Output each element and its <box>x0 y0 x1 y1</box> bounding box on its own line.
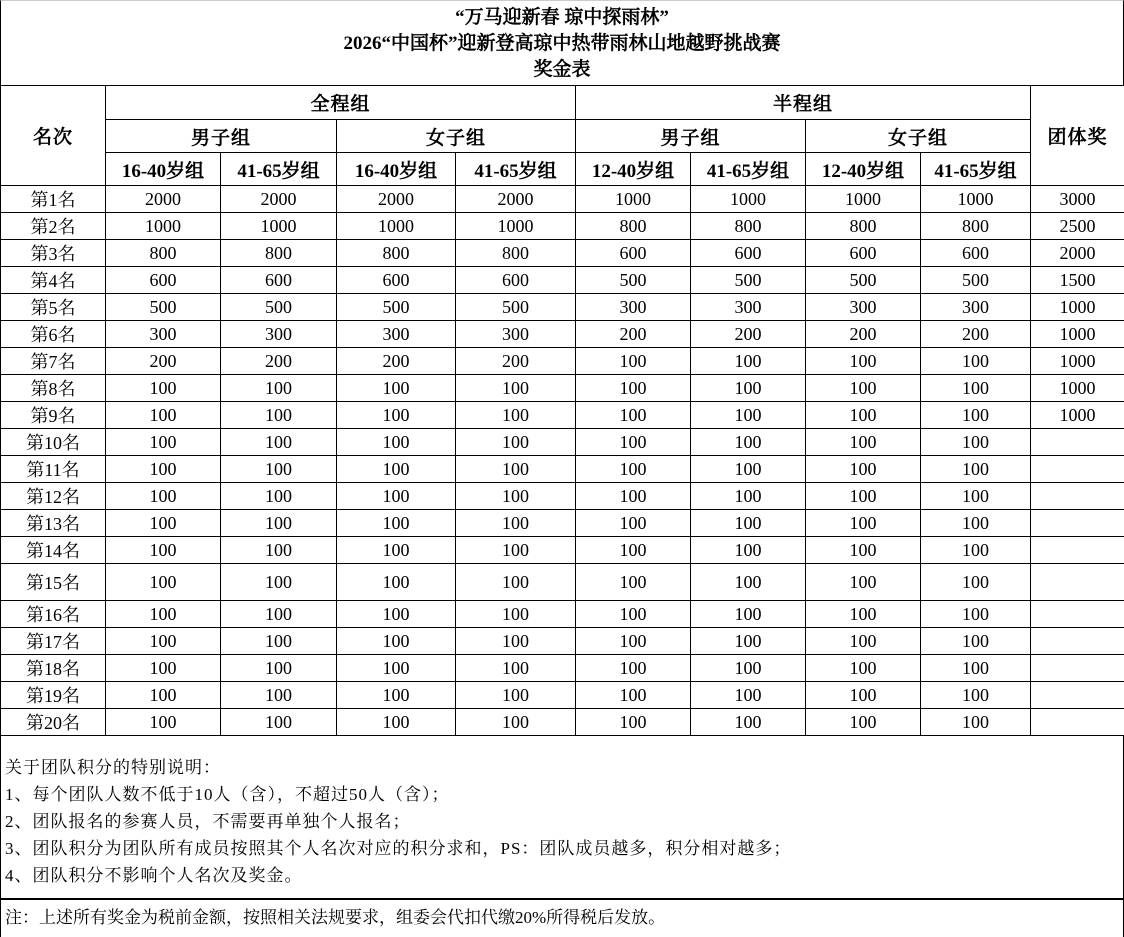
prize-cell: 100 <box>337 537 456 564</box>
prize-cell: 100 <box>921 348 1031 375</box>
prize-cell: 100 <box>921 628 1031 655</box>
prize-cell: 2000 <box>106 186 221 213</box>
prize-cell: 100 <box>106 510 221 537</box>
prize-cell: 500 <box>337 294 456 321</box>
table-row <box>1 213 1124 240</box>
prize-cell: 200 <box>106 348 221 375</box>
prize-cell: 1000 <box>106 213 221 240</box>
title-line-3: 奖金表 <box>1 57 1123 83</box>
table-row <box>1 321 1124 348</box>
prize-cell: 100 <box>456 429 576 456</box>
prize-cell: 100 <box>921 483 1031 510</box>
prize-cell: 100 <box>337 628 456 655</box>
prize-cell: 300 <box>921 294 1031 321</box>
table-row <box>1 601 1124 628</box>
prize-cell: 100 <box>691 537 806 564</box>
prize-cell: 100 <box>456 456 576 483</box>
team-prize-cell <box>1031 456 1124 483</box>
prize-cell: 300 <box>337 321 456 348</box>
prize-cell: 800 <box>921 213 1031 240</box>
prize-cell: 300 <box>806 294 921 321</box>
prize-cell: 100 <box>576 709 691 736</box>
rank-cell: 第3名 <box>1 240 106 267</box>
prize-cell: 100 <box>806 375 921 402</box>
prize-cell: 100 <box>921 510 1031 537</box>
table-row <box>1 240 1124 267</box>
prize-cell: 500 <box>921 267 1031 294</box>
prize-cell: 100 <box>456 402 576 429</box>
note-item: 4、团队积分不影响个人名次及奖金。 <box>5 862 1123 889</box>
prize-cell: 100 <box>456 655 576 682</box>
prize-cell: 200 <box>691 321 806 348</box>
prize-cell: 100 <box>691 375 806 402</box>
prize-cell: 100 <box>221 682 337 709</box>
prize-cell: 100 <box>576 375 691 402</box>
rank-cell: 第11名 <box>1 456 106 483</box>
prize-cell: 600 <box>221 267 337 294</box>
rank-cell: 第17名 <box>1 628 106 655</box>
prize-cell: 100 <box>221 429 337 456</box>
prize-cell: 100 <box>691 564 806 601</box>
team-prize-cell <box>1031 682 1124 709</box>
prize-cell: 600 <box>576 240 691 267</box>
rank-cell: 第18名 <box>1 655 106 682</box>
rank-cell: 第2名 <box>1 213 106 240</box>
prize-cell: 200 <box>921 321 1031 348</box>
header-full-male: 男子组 <box>106 120 337 153</box>
prize-cell: 100 <box>106 537 221 564</box>
prize-cell: 100 <box>691 655 806 682</box>
header-age-group: 12-40岁组 <box>576 153 691 186</box>
prize-cell: 100 <box>337 601 456 628</box>
table-row <box>1 655 1124 682</box>
prize-cell: 800 <box>576 213 691 240</box>
team-prize-cell: 2500 <box>1031 213 1124 240</box>
prize-cell: 100 <box>106 655 221 682</box>
note-item: 3、团队积分为团队所有成员按照其个人名次对应的积分求和，PS：团队成员越多，积分相对越多； <box>5 835 1123 862</box>
team-prize-cell: 3000 <box>1031 186 1124 213</box>
prize-cell: 100 <box>691 682 806 709</box>
prize-cell: 800 <box>106 240 221 267</box>
prize-cell: 500 <box>106 294 221 321</box>
table-row <box>1 456 1124 483</box>
prize-cell: 600 <box>106 267 221 294</box>
prize-cell: 100 <box>921 375 1031 402</box>
table-row <box>1 402 1124 429</box>
rank-cell: 第12名 <box>1 483 106 510</box>
team-prize-cell <box>1031 655 1124 682</box>
prize-cell: 100 <box>576 348 691 375</box>
prize-cell: 100 <box>576 483 691 510</box>
team-prize-cell: 1000 <box>1031 321 1124 348</box>
prize-cell: 300 <box>106 321 221 348</box>
prize-cell: 100 <box>921 429 1031 456</box>
prize-cell: 100 <box>106 601 221 628</box>
prize-cell: 100 <box>691 510 806 537</box>
prize-cell: 1000 <box>806 186 921 213</box>
prize-cell: 100 <box>456 537 576 564</box>
prize-cell: 100 <box>921 682 1031 709</box>
prize-cell: 100 <box>337 510 456 537</box>
prize-cell: 800 <box>221 240 337 267</box>
prize-cell: 100 <box>806 483 921 510</box>
prize-cell: 100 <box>106 375 221 402</box>
rank-cell: 第1名 <box>1 186 106 213</box>
prize-cell: 100 <box>576 601 691 628</box>
prize-cell: 100 <box>576 537 691 564</box>
table-row <box>1 294 1124 321</box>
prize-cell: 100 <box>806 348 921 375</box>
table-row <box>1 267 1124 294</box>
prize-cell: 500 <box>691 267 806 294</box>
team-prize-cell <box>1031 429 1124 456</box>
team-prize-cell: 1000 <box>1031 348 1124 375</box>
prize-cell: 100 <box>921 564 1031 601</box>
header-team-prize: 团体奖 <box>1031 86 1124 186</box>
prize-cell: 100 <box>921 456 1031 483</box>
rank-cell: 第13名 <box>1 510 106 537</box>
prize-table <box>0 85 1124 736</box>
team-prize-cell <box>1031 510 1124 537</box>
prize-cell: 2000 <box>221 186 337 213</box>
rank-cell: 第4名 <box>1 267 106 294</box>
prize-cell: 500 <box>576 267 691 294</box>
prize-cell: 100 <box>691 483 806 510</box>
prize-cell: 800 <box>806 213 921 240</box>
prize-cell: 100 <box>337 709 456 736</box>
rank-cell: 第10名 <box>1 429 106 456</box>
prize-cell: 100 <box>106 682 221 709</box>
prize-cell: 100 <box>921 655 1031 682</box>
table-row <box>1 375 1124 402</box>
title-line-2: 2026“中国杯”迎新登高琼中热带雨林山地越野挑战赛 <box>1 31 1123 57</box>
team-prize-cell <box>1031 709 1124 736</box>
prize-cell: 100 <box>806 655 921 682</box>
rank-cell: 第20名 <box>1 709 106 736</box>
prize-cell: 100 <box>691 628 806 655</box>
prize-cell: 100 <box>921 601 1031 628</box>
prize-cell: 100 <box>456 601 576 628</box>
prize-cell: 100 <box>221 601 337 628</box>
prize-cell: 300 <box>576 294 691 321</box>
prize-cell: 100 <box>806 709 921 736</box>
prize-cell: 100 <box>337 402 456 429</box>
header-rank: 名次 <box>1 86 106 186</box>
prize-cell: 300 <box>221 321 337 348</box>
prize-cell: 200 <box>576 321 691 348</box>
prize-cell: 1000 <box>691 186 806 213</box>
notes-heading: 关于团队积分的特别说明： <box>5 754 1123 781</box>
team-prize-cell: 1000 <box>1031 375 1124 402</box>
team-notes <box>0 736 1124 899</box>
prize-cell: 100 <box>221 564 337 601</box>
header-full-female: 女子组 <box>337 120 576 153</box>
prize-cell: 300 <box>691 294 806 321</box>
rank-cell: 第9名 <box>1 402 106 429</box>
prize-cell: 100 <box>221 375 337 402</box>
prize-cell: 100 <box>691 348 806 375</box>
prize-cell: 100 <box>106 456 221 483</box>
table-row <box>1 510 1124 537</box>
team-prize-cell <box>1031 601 1124 628</box>
prize-cell: 100 <box>337 564 456 601</box>
prize-cell: 800 <box>337 240 456 267</box>
prize-cell: 1000 <box>921 186 1031 213</box>
table-row <box>1 564 1124 601</box>
prize-cell: 100 <box>456 483 576 510</box>
prize-cell: 100 <box>456 510 576 537</box>
prize-cell: 100 <box>806 456 921 483</box>
prize-cell: 1000 <box>576 186 691 213</box>
prize-cell: 100 <box>106 628 221 655</box>
document-title <box>0 0 1124 85</box>
prize-cell: 100 <box>921 402 1031 429</box>
prize-cell: 100 <box>337 483 456 510</box>
prize-cell: 100 <box>576 402 691 429</box>
table-row <box>1 348 1124 375</box>
prize-cell: 600 <box>921 240 1031 267</box>
prize-cell: 100 <box>691 429 806 456</box>
prize-cell: 100 <box>221 709 337 736</box>
prize-cell: 100 <box>921 537 1031 564</box>
rank-cell: 第8名 <box>1 375 106 402</box>
rank-cell: 第6名 <box>1 321 106 348</box>
prize-cell: 200 <box>221 348 337 375</box>
prize-cell: 600 <box>456 267 576 294</box>
prize-cell: 100 <box>106 564 221 601</box>
header-age-group: 41-65岁组 <box>691 153 806 186</box>
prize-cell: 100 <box>106 709 221 736</box>
prize-cell: 100 <box>921 709 1031 736</box>
prize-cell: 100 <box>576 456 691 483</box>
header-half-female: 女子组 <box>806 120 1031 153</box>
header-age-group: 41-65岁组 <box>221 153 337 186</box>
table-row <box>1 429 1124 456</box>
prize-cell: 100 <box>456 375 576 402</box>
prize-cell: 100 <box>337 655 456 682</box>
prize-cell: 100 <box>221 510 337 537</box>
rank-cell: 第14名 <box>1 537 106 564</box>
prize-cell: 800 <box>691 213 806 240</box>
prize-cell: 100 <box>106 483 221 510</box>
prize-cell: 100 <box>691 709 806 736</box>
prize-cell: 100 <box>806 564 921 601</box>
prize-cell: 100 <box>806 402 921 429</box>
table-row <box>1 537 1124 564</box>
prize-cell: 100 <box>221 402 337 429</box>
team-prize-cell <box>1031 483 1124 510</box>
prize-cell: 600 <box>806 240 921 267</box>
team-prize-cell <box>1031 628 1124 655</box>
prize-cell: 100 <box>576 564 691 601</box>
prize-cell: 100 <box>806 682 921 709</box>
prize-cell: 100 <box>337 682 456 709</box>
prize-cell: 100 <box>576 628 691 655</box>
prize-cell: 100 <box>576 510 691 537</box>
prize-cell: 100 <box>806 628 921 655</box>
rank-cell: 第19名 <box>1 682 106 709</box>
prize-cell: 100 <box>337 456 456 483</box>
header-age-group: 41-65岁组 <box>921 153 1031 186</box>
note-item: 1、每个团队人数不低于10人（含），不超过50人（含）； <box>5 781 1123 808</box>
prize-cell: 200 <box>456 348 576 375</box>
team-prize-cell: 1000 <box>1031 294 1124 321</box>
prize-cell: 100 <box>806 510 921 537</box>
prize-cell: 100 <box>221 537 337 564</box>
prize-cell: 100 <box>337 429 456 456</box>
rank-cell: 第7名 <box>1 348 106 375</box>
prize-cell: 100 <box>456 628 576 655</box>
note-item: 2、团队报名的参赛人员，不需要再单独个人报名； <box>5 808 1123 835</box>
prize-cell: 500 <box>456 294 576 321</box>
prize-cell: 2000 <box>337 186 456 213</box>
prize-cell: 200 <box>337 348 456 375</box>
prize-cell: 100 <box>806 429 921 456</box>
rank-cell: 第16名 <box>1 601 106 628</box>
prize-cell: 2000 <box>456 186 576 213</box>
header-full-course: 全程组 <box>106 86 576 120</box>
prize-cell: 600 <box>337 267 456 294</box>
table-row <box>1 628 1124 655</box>
prize-cell: 100 <box>106 429 221 456</box>
header-half-course: 半程组 <box>576 86 1031 120</box>
prize-cell: 100 <box>691 456 806 483</box>
title-line-1: “万马迎新春 琼中探雨林” <box>1 5 1123 31</box>
rank-cell: 第5名 <box>1 294 106 321</box>
header-half-male: 男子组 <box>576 120 806 153</box>
header-age-group: 41-65岁组 <box>456 153 576 186</box>
table-row <box>1 709 1124 736</box>
header-age-group: 12-40岁组 <box>806 153 921 186</box>
header-age-group: 16-40岁组 <box>106 153 221 186</box>
prize-cell: 100 <box>221 628 337 655</box>
prize-cell: 100 <box>576 429 691 456</box>
prize-cell: 100 <box>691 601 806 628</box>
prize-cell: 100 <box>806 601 921 628</box>
team-prize-cell: 2000 <box>1031 240 1124 267</box>
team-prize-cell: 1000 <box>1031 402 1124 429</box>
prize-cell: 600 <box>691 240 806 267</box>
prize-cell: 1000 <box>337 213 456 240</box>
prize-cell: 100 <box>576 682 691 709</box>
team-prize-cell: 1500 <box>1031 267 1124 294</box>
prize-cell: 100 <box>221 456 337 483</box>
rank-cell: 第15名 <box>1 564 106 601</box>
prize-cell: 100 <box>456 682 576 709</box>
team-prize-cell <box>1031 564 1124 601</box>
prize-cell: 100 <box>221 655 337 682</box>
prize-cell: 500 <box>806 267 921 294</box>
table-row <box>1 483 1124 510</box>
prize-cell: 100 <box>576 655 691 682</box>
prize-cell: 100 <box>806 537 921 564</box>
prize-cell: 200 <box>806 321 921 348</box>
table-row <box>1 186 1124 213</box>
footer-note: 注：上述所有奖金为税前金额，按照相关法规要求，组委会代扣代缴20%所得税后发放。 <box>0 899 1124 937</box>
prize-cell: 100 <box>456 709 576 736</box>
prize-cell: 100 <box>221 483 337 510</box>
prize-cell: 500 <box>221 294 337 321</box>
prize-cell: 300 <box>456 321 576 348</box>
prize-cell: 100 <box>691 402 806 429</box>
prize-cell: 100 <box>106 402 221 429</box>
prize-cell: 100 <box>337 375 456 402</box>
team-prize-cell <box>1031 537 1124 564</box>
prize-cell: 800 <box>456 240 576 267</box>
prize-cell: 1000 <box>456 213 576 240</box>
prize-cell: 1000 <box>221 213 337 240</box>
table-row <box>1 682 1124 709</box>
prize-cell: 100 <box>456 564 576 601</box>
header-age-group: 16-40岁组 <box>337 153 456 186</box>
